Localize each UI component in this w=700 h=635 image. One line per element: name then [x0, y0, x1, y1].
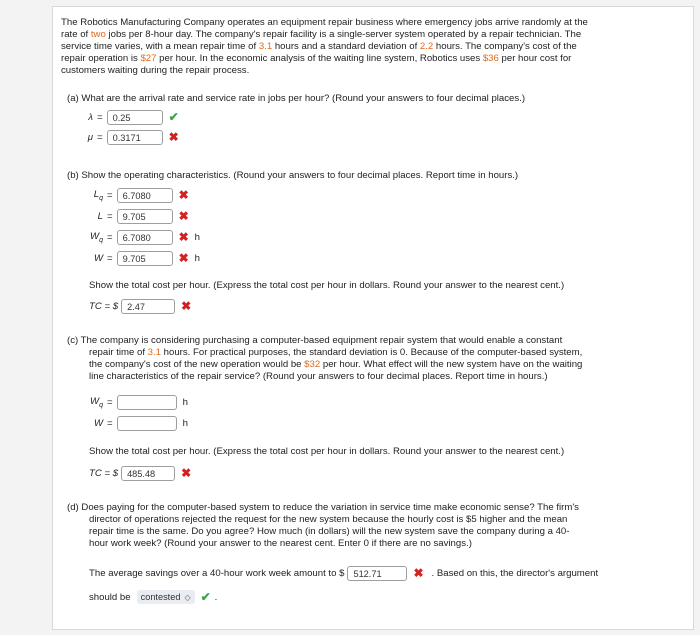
- incorrect-x-icon: ✖: [178, 188, 189, 202]
- part-d-line-1: (d) Does paying for the computer-based system to reduce the variation in service time make economic sense? The firm's: [67, 502, 579, 513]
- part-c-line-3: the company's cost of the new operation would be $32 per hour. What effect will the new system have on the waiting: [89, 359, 583, 370]
- part-c-wq-row: [75, 394, 188, 410]
- incorrect-x-icon: ✖: [178, 230, 189, 244]
- part-b-tc-row: [89, 298, 191, 314]
- part-d-line-2: director of operations rejected the request for the new system because the hourly cost is $5 higher and the mean: [89, 514, 568, 525]
- intro-line-1: The Robotics Manufacturing Company operates an equipment repair business where emergency jobs arrive randomly at the: [61, 17, 588, 28]
- part-a-prompt: (a) What are the arrival rate and service rate in jobs per hour? (Round your answers to four decimal places.): [67, 93, 526, 104]
- correct-check-icon: ✔: [168, 110, 179, 124]
- arrival-rate-highlight: two: [90, 29, 106, 40]
- wq-label: $W_q$: [90, 230, 103, 244]
- lq-label: $L_q$: [93, 188, 103, 202]
- equals-sign: =: [107, 396, 113, 408]
- part-c-cost-prompt: Show the total cost per hour. (Express the total cost per hour in dollars. Round your answer to the nearest cent.): [89, 446, 565, 457]
- intro-line-3: service time varies, with a mean repair time of 3.1 hours and a standard deviation of 2.2 hours. The company's cost of the: [61, 41, 577, 52]
- equals-sign: =: [107, 252, 113, 264]
- tc-label: TC = $: [89, 300, 119, 312]
- incorrect-x-icon: ✖: [181, 466, 192, 480]
- w-label: W: [93, 417, 103, 429]
- mu-label: μ: [87, 131, 93, 143]
- hours-unit: h: [194, 231, 201, 243]
- new-cost-highlight: $32: [304, 359, 321, 370]
- incorrect-x-icon: ✖: [178, 251, 189, 265]
- lq-input[interactable]: 6.7080: [117, 188, 173, 203]
- wq-row: [75, 229, 200, 245]
- part-c-line-1: (c) The company is considering purchasing a computer-based equipment repair system that would enable a constant: [67, 335, 563, 346]
- part-c-wq-input[interactable]: [117, 395, 177, 410]
- lq-row: [75, 187, 189, 203]
- w-label: W: [93, 252, 103, 264]
- part-d-line-3: repair time is the same. Do you agree? How much (in dollars) will the new system save the company during a 40-: [89, 526, 570, 537]
- equals-sign: =: [97, 131, 103, 143]
- hours-unit: h: [182, 417, 188, 429]
- intro-line-4: repair operation is $27 per hour. In the economic analysis of the waiting line system, Robotics uses $36 per hour cost for: [61, 53, 572, 64]
- hours-unit: h: [182, 396, 188, 408]
- equals-sign: =: [97, 111, 103, 123]
- question-panel: [52, 6, 694, 630]
- part-c-w-row: [75, 415, 188, 431]
- mean-repair-time-highlight: 3.1: [258, 41, 273, 52]
- wq-input[interactable]: 6.7080: [117, 230, 173, 245]
- constant-repair-time-highlight: 3.1: [147, 347, 161, 358]
- director-row: [89, 589, 217, 605]
- intro-line-2: rate of two jobs per 8-hour day. The company's repair facility is a single-server system operated by a repair technician. The: [61, 29, 582, 40]
- savings-row: [89, 565, 598, 581]
- incorrect-x-icon: ✖: [181, 299, 192, 313]
- lambda-row: [75, 109, 179, 125]
- incorrect-x-icon: ✖: [178, 209, 189, 223]
- tc-label: TC = $: [89, 467, 119, 479]
- should-be-text: should be: [89, 591, 131, 603]
- incorrect-x-icon: ✖: [168, 130, 179, 144]
- hours-unit: h: [194, 252, 201, 264]
- intro-line-5: customers waiting during the repair process.: [61, 65, 250, 76]
- lambda-input[interactable]: 0.25: [107, 110, 163, 125]
- l-row: [75, 208, 189, 224]
- part-c-line-2: repair time of 3.1 hours. For practical purposes, the standard deviation is 0. Because of the computer-based system,: [89, 347, 583, 358]
- incorrect-x-icon: ✖: [413, 566, 424, 580]
- l-label: L: [97, 210, 103, 222]
- part-c-tc-row: [89, 465, 191, 481]
- part-b-prompt: (b) Show the operating characteristics. (Round your answers to four decimal places. Report time in hours.): [67, 170, 519, 181]
- correct-check-icon: ✔: [200, 590, 211, 604]
- chevron-updown-icon: ◇: [184, 593, 191, 602]
- w-row: [75, 250, 200, 266]
- equals-sign: =: [107, 231, 113, 243]
- period: .: [214, 591, 218, 603]
- savings-prefix: The average savings over a 40-hour work week amount to $: [89, 567, 345, 579]
- mu-input[interactable]: 0.3171: [107, 130, 163, 145]
- mu-row: [75, 129, 179, 145]
- waiting-cost-highlight: $36: [482, 53, 499, 64]
- part-c-w-input[interactable]: [117, 416, 177, 431]
- part-c-tc-input[interactable]: 485.48: [121, 466, 175, 481]
- part-d-line-4: hour work week? (Round your answer to the nearest cent. Enter 0 if there are no savings.): [89, 538, 472, 549]
- equals-sign: =: [107, 417, 113, 429]
- wq-label: $W_q$: [90, 395, 103, 409]
- l-input[interactable]: 9.705: [117, 209, 173, 224]
- equals-sign: =: [107, 210, 113, 222]
- argument-select[interactable]: contested ◇: [137, 590, 195, 604]
- part-b-cost-prompt: Show the total cost per hour. (Express the total cost per hour in dollars. Round your answer to the nearest cent.): [89, 280, 565, 291]
- std-dev-highlight: 2.2: [419, 41, 434, 52]
- part-c-line-4: line characteristics of the repair service? (Round your answers to four decimal places. Report time in hours.): [89, 371, 548, 382]
- repair-cost-highlight: $27: [140, 53, 157, 64]
- savings-input[interactable]: 512.71: [347, 566, 407, 581]
- w-input[interactable]: 9.705: [117, 251, 173, 266]
- lambda-label: λ: [88, 111, 93, 123]
- equals-sign: =: [107, 189, 113, 201]
- savings-suffix: . Based on this, the director's argument: [431, 567, 599, 579]
- part-b-tc-input[interactable]: 2.47: [121, 299, 175, 314]
